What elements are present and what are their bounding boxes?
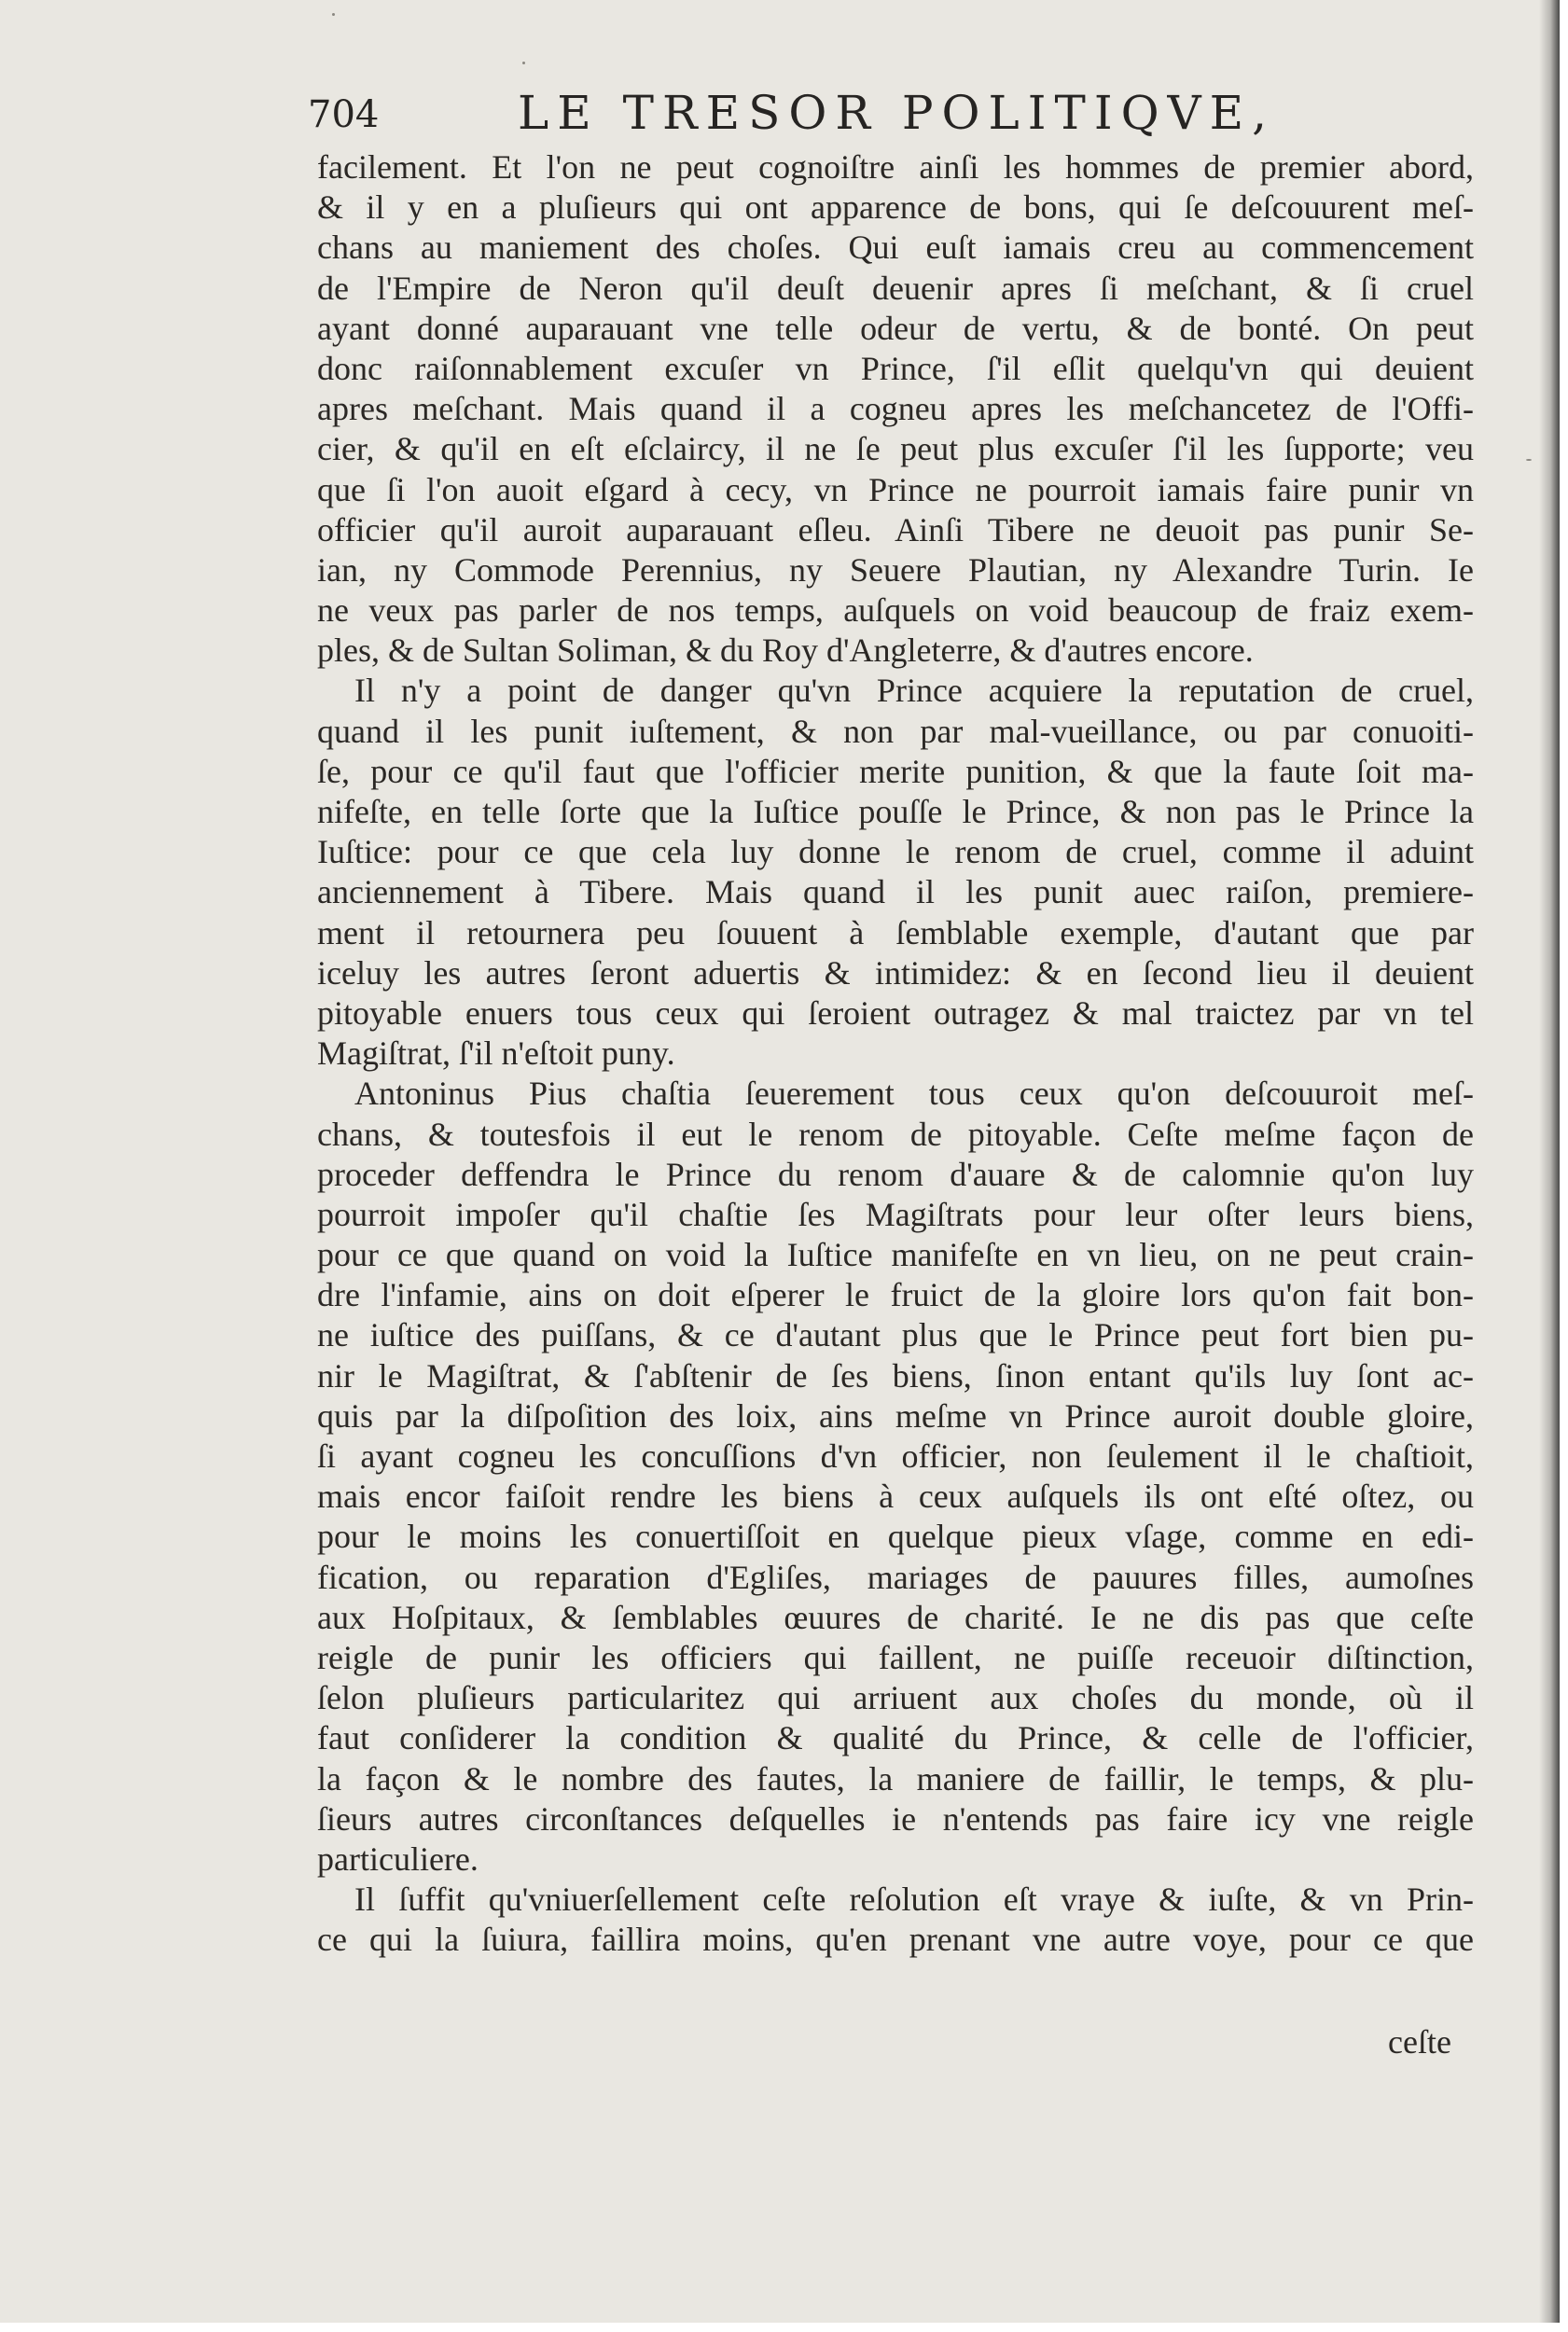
text-line: ſi ayant cogneu les concuſſions d'vn officier, non ſeulement il le chaſtioit, [317,1437,1474,1475]
text-line: ples, & de Sultan Soliman, & du Roy d'Angleterre, & d'autres encore. [317,632,1254,670]
text-line: anciennement à Tibere. Mais quand il les punit auec raiſon, premiere- [317,873,1474,911]
text-line: mais encor faiſoit rendre les biens à ceux auſquels ils ont eſté oſtez, ou [317,1478,1474,1516]
page-number: 704 [308,93,380,136]
text-line: ſieurs autres circonſtances deſquelles ie n'entends pas faire icy vne reigle [317,1799,1474,1838]
text-line: Iuſtice: pour ce que cela luy donne le renom de cruel, comme il aduint [317,833,1474,871]
text-line: ayant donné auparauant vne telle odeur de vertu, & de bonté. On peut [317,309,1474,347]
text-line: faut conſiderer la condition & qualité du Prince, & celle de l'officier, [317,1719,1474,1757]
text-line: nir le Magiſtrat, & ſ'abſtenir de ſes biens, ſinon entant qu'ils luy ſont ac- [317,1356,1474,1395]
text-line: quis par la diſpoſition des loix, ains meſme vn Prince auroit double gloire, [317,1396,1474,1435]
paper-speck [332,13,335,16]
text-line: ſelon pluſieurs particularitez qui arriuent aux choſes du monde, où il [317,1679,1474,1717]
text-line: dre l'infamie, ains on doit eſperer le fruict de la gloire lors qu'on fait bon- [317,1276,1474,1314]
text-line: pitoyable enuers tous ceux qui ſeroient outragez & mal traictez par vn tel [317,993,1474,1032]
paper-speck [522,62,525,64]
text-line: ce qui la ſuiura, faillira moins, qu'en prenant vne autre voye, pour ce que [317,1921,1474,1959]
catchword: ceſte [1388,2023,1451,2061]
text-line: Il n'y a point de danger qu'vn Prince acquiere la reputation de cruel, [354,672,1474,710]
text-line: ne veux pas parler de nos temps, auſquels on void beaucoup de fraiz exem- [317,591,1474,630]
running-title: LE TRESOR POLITIQVE, [518,86,1276,140]
text-line: Magiſtrat, ſ'il n'eſtoit puny. [317,1034,675,1073]
text-line: que ſi l'on auoit eſgard à cecy, vn Prince ne pourroit iamais faire punir vn [317,470,1474,508]
text-line: pour ce que quand on void la Iuſtice manifeſte en vn lieu, on ne peut crain- [317,1236,1474,1274]
text-line: la façon & le nombre des fautes, la maniere de faillir, le temps, & plu- [317,1759,1474,1798]
text-line: ne iuſtice des puiſſans, & ce d'autant plus que le Prince peut fort bien pu- [317,1316,1474,1354]
text-line: de l'Empire de Neron qu'il deuſt deuenir apres ſi meſchant, & ſi cruel [317,269,1474,307]
text-line: chans au maniement des choſes. Qui euſt iamais creu au commencement [317,229,1474,267]
text-line: facilement. Et l'on ne peut cognoiſtre ainſi les hommes de premier abord, [317,148,1474,186]
text-line: reigle de punir les officiers qui faillent, ne puiſſe receuoir diſtinction, [317,1638,1474,1676]
text-line: pourroit impoſer qu'il chaſtie ſes Magiſtrats pour leur oſter leurs biens, [317,1195,1474,1233]
text-line: donc raiſonnablement excuſer vn Prince, ſ'il eſlit quelqu'vn qui deuient [317,349,1474,387]
text-line: iceluy les autres ſeront aduertis & intimidez: & en ſecond lieu il deuient [317,953,1474,992]
text-line: proceder deffendra le Prince du renom d'auare & de calomnie qu'on luy [317,1155,1474,1193]
text-line: chans, & toutesfois il eut le renom de pitoyable. Ceſte meſme façon de [317,1115,1474,1153]
text-line: pour le moins les conuertiſſoit en quelque pieux vſage, comme en edi- [317,1518,1474,1556]
text-line: ment il retournera peu ſouuent à ſemblable exemple, d'autant que par [317,913,1474,951]
text-line: ſe, pour ce qu'il faut que l'officier merite punition, & que la faute ſoit ma- [317,752,1474,790]
text-line: nifeſte, en telle ſorte que la Iuſtice pouſſe le Prince, & non pas le Prince la [317,793,1474,830]
text-line: aux Hoſpitaux, & ſemblables œuures de charité. Ie ne dis pas que ceſte [317,1598,1474,1636]
text-line: fication, ou reparation d'Egliſes, mariages de pauures filles, aumoſnes [317,1558,1474,1596]
text-line: & il y en a pluſieurs qui ont apparence de bons, qui ſe deſcouurent meſ- [317,188,1474,227]
text-line: apres meſchant. Mais quand il a cogneu apres les meſchancetez de l'Offi- [317,390,1474,428]
paper-speck [1526,459,1532,461]
running-head [308,86,1287,142]
text-line: cier, & qu'il en eſt eſclaircy, il ne ſe peut plus excuſer ſ'il les ſupporte; veu [317,430,1474,468]
text-line: particuliere. [317,1839,479,1878]
body-text [317,147,1474,1960]
text-line: ian, ny Commode Perennius, ny Seuere Plautian, ny Alexandre Turin. Ie [317,550,1474,589]
text-line: Antoninus Pius chaſtia ſeuerement tous ceux qu'on deſcouuroit meſ- [354,1075,1474,1113]
text-line: officier qu'il auroit auparauant eſleu. Ainſi Tibere ne deuoit pas punir Se- [317,510,1474,548]
text-line: quand il les punit iuſtement, & non par mal-vueillance, ou par conuoiti- [317,712,1474,750]
page-gutter-shadow [1539,0,1560,2323]
text-line: Il ſuffit qu'vniuerſellement ceſte reſolution eſt vraye & iuſte, & vn Prin- [354,1881,1474,1919]
